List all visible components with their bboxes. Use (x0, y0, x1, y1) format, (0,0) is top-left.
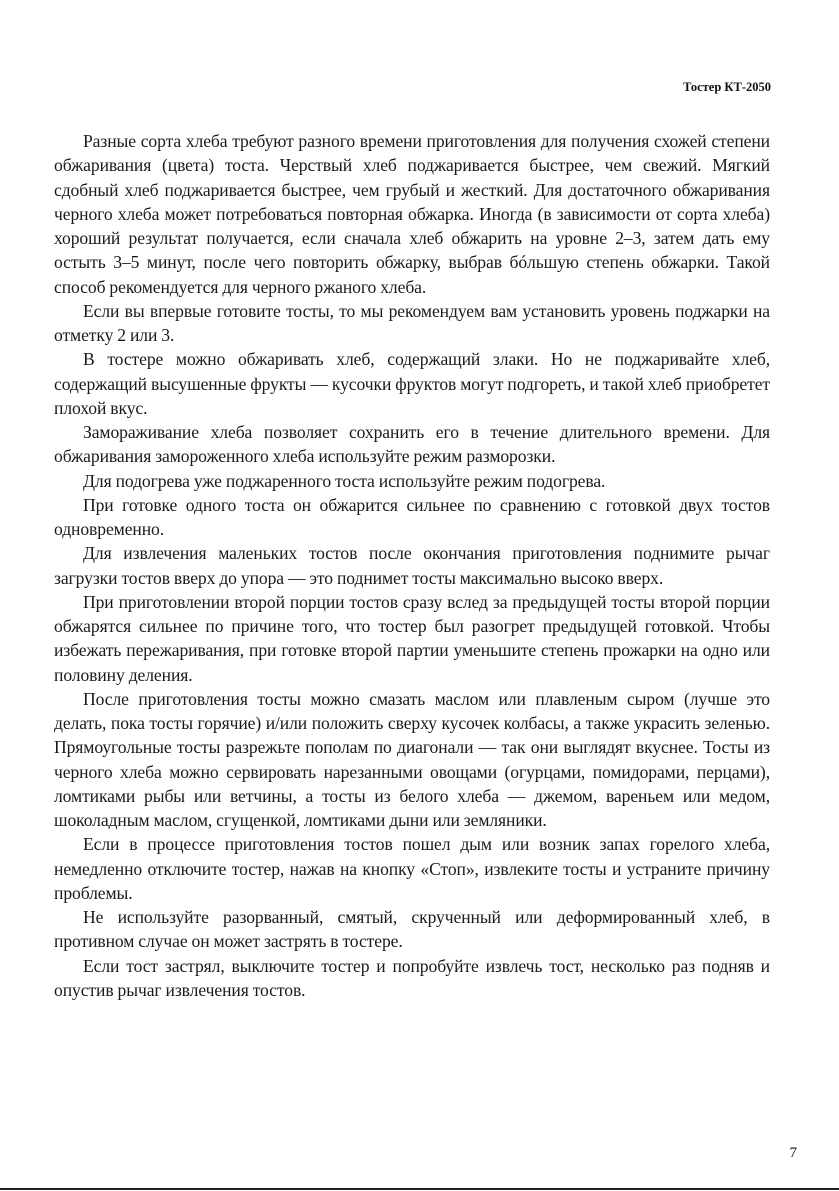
paragraph-single-toast: При готовке одного тоста он обжарится сильнее по сравнению с готовкой двух тостов одновременно. (54, 494, 770, 539)
body-text (54, 129, 770, 1002)
paragraph-reheat: Для подогрева уже поджаренного тоста используйте режим подогрева. (83, 470, 606, 491)
page-number: 7 (789, 1145, 797, 1161)
paragraph-serving: После приготовления тосты можно смазать маслом или плавленым сыром (лучше это делать, пока тосты горячие) и/или положить сверху кусочек колбасы, а также украсить зеленью. Прямоугольные тосты разрежьте пополам по диагонали — так они выглядят вкуснее. Тосты из черного хлеба можно сервировать нарезанными овощами (огурцами, помидорами, перцами), ломтиками рыбы или ветчины, а тосты из белого хлеба — джемом, вареньем или медом, шоколадным маслом, сгущенкой, ломтиками дыни или земляники. (54, 688, 770, 830)
running-header: Тостер КТ-2050 (683, 80, 771, 94)
paragraph-small-toasts: Для извлечения маленьких тостов после окончания приготовления поднимите рычаг загрузки тостов вверх до упора — это поднимет тосты максимально высоко вверх. (54, 543, 770, 588)
paragraph-frozen-bread: Замораживание хлеба позволяет сохранить его в течение длительного времени. Для обжаривания замороженного хлеба используйте режим разморозки. (54, 422, 770, 467)
paragraph-damaged-bread: Не используйте разорванный, смятый, скрученный или деформированный хлеб, в противном случае он может застрять в тостере. (54, 907, 770, 952)
paragraph-smoke: Если в процессе приготовления тостов пошел дым или возник запах горелого хлеба, немедленно отключите тостер, нажав на кнопку «Стоп», извлеките тосты и устраните причину проблемы. (54, 834, 770, 903)
paragraph-first-time: Если вы впервые готовите тосты, то мы рекомендуем вам установить уровень поджарки на отметку 2 или 3. (54, 300, 770, 345)
paragraph-bread-types: Разные сорта хлеба требуют разного времени приготовления для получения схожей степени обжаривания (цвета) тоста. Черствый хлеб поджаривается быстрее, чем свежий. Мягкий сдобный хлеб поджаривается быстрее, чем грубый и жесткий. Для достаточного обжаривания черного хлеба может потребоваться повторная обжарка. Иногда (в зависимости от сорта хлеба) хороший результат получается, если сначала хлеб обжарить на уровне 2–3, затем дать ему остыть 3–5 минут, после чего повторить обжарку, выбрав бóльшую степень обжарки. Такой способ рекомендуется для черного ржаного хлеба. (54, 131, 770, 297)
paragraph-stuck-toast: Если тост застрял, выключите тостер и попробуйте извлечь тост, несколько раз подняв и опустив рычаг извлечения тостов. (54, 955, 770, 1000)
bottom-rule (0, 1188, 839, 1190)
paragraph-grains-fruits: В тостере можно обжаривать хлеб, содержащий злаки. Но не поджаривайте хлеб, содержащий высушенные фрукты — кусочки фруктов могут подгореть, и такой хлеб приобретет плохой вкус. (54, 349, 770, 418)
paragraph-second-batch: При приготовлении второй порции тостов сразу вслед за предыдущей тосты второй порции обжарятся сильнее по причине того, что тостер был разогрет предыдущей готовкой. Чтобы избежать пережаривания, при готовке второй партии уменьшите степень прожарки на одно или половину деления. (54, 591, 770, 685)
